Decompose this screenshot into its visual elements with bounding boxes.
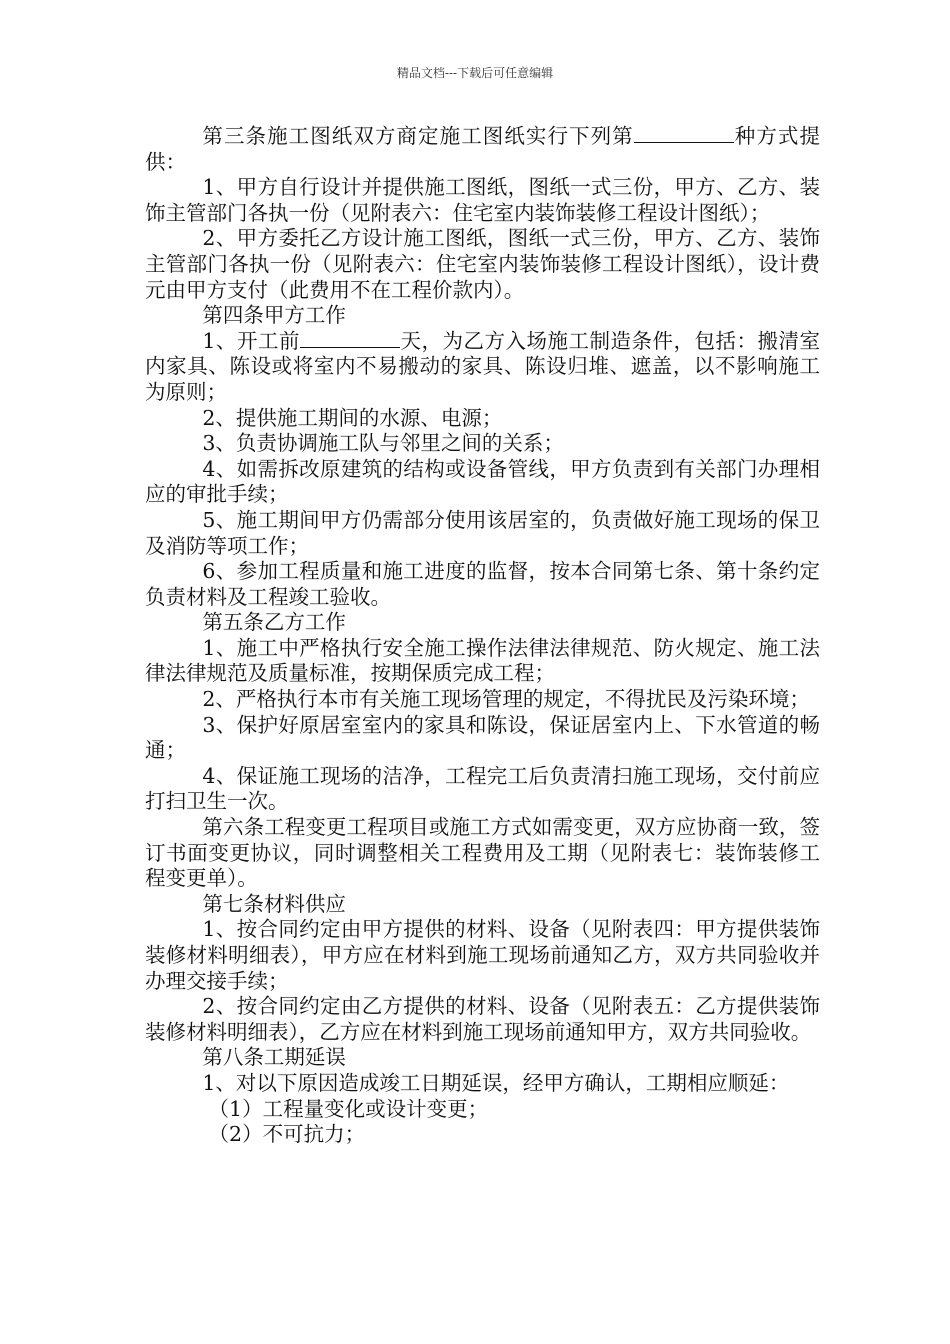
paragraph-text: 1、对以下原因造成竣工日期延误，经甲方确认，工期相应顺延： (202, 1070, 790, 1095)
paragraph (145, 892, 820, 918)
paragraph-text: 4、如需拆改原建筑的结构或设备管线，甲方负责到有关部门办理相应的审批手续； (145, 456, 820, 507)
paragraph (145, 1097, 820, 1123)
paragraph-text: （2）不可抗力； (208, 1122, 366, 1147)
paragraph-text: 第七条材料供应 (202, 891, 346, 916)
paragraph-text: 1、开工前 (202, 328, 300, 353)
paragraph-text: 第六条工程变更工程项目或施工方式如需变更，双方应协商一致，签订书面变更协议，同时调整相关工程费用及工期（见附表七：装饰装修工程变更单）。 (145, 815, 820, 891)
paragraph (145, 713, 820, 764)
paragraph (145, 303, 820, 329)
paragraph (145, 1045, 820, 1071)
paragraph (145, 1122, 820, 1148)
paragraph-text: 2、提供施工期间的水源、电源； (202, 405, 503, 430)
paragraph (145, 559, 820, 610)
paragraph-text: 3、负责协调施工队与邻里之间的关系； (202, 431, 564, 456)
paragraph-text: 第五条乙方工作 (202, 610, 346, 635)
paragraph (145, 124, 820, 175)
paragraph (145, 457, 820, 508)
paragraph-text: 2、严格执行本市有关施工现场管理的规定，不得扰民及污染环境； (202, 687, 810, 712)
fill-in-blank (300, 329, 400, 348)
paragraph (145, 329, 820, 406)
paragraph (145, 815, 820, 892)
paragraph (145, 406, 820, 432)
paragraph (145, 1071, 820, 1097)
paragraph (145, 917, 820, 994)
page-header: 精品文档---下载后可任意编辑 (396, 66, 554, 80)
paragraph (145, 431, 820, 457)
paragraph (145, 764, 820, 815)
paragraph-text: 种方式提供： (145, 124, 821, 174)
paragraph (145, 687, 820, 713)
paragraph (145, 994, 820, 1045)
paragraph-text: 3、保护好原居室室内的家具和陈设，保证居室内上、下水管道的畅通； (145, 712, 820, 763)
paragraph-text: 5、施工期间甲方仍需部分使用该居室的，负责做好施工现场的保卫及消防等项工作； (145, 507, 820, 558)
paragraph-text: 第三条施工图纸双方商定施工图纸实行下列第 (202, 124, 634, 148)
paragraph-text: 2、按合同约定由乙方提供的材料、设备（见附表五：乙方提供装饰装修材料明细表），乙方应在材料到施工现场前通知甲方，双方共同验收。 (145, 994, 820, 1044)
document-body (145, 124, 820, 1148)
paragraph-text: 第八条工期延误 (202, 1045, 346, 1070)
paragraph-text: 2、甲方委托乙方设计施工图纸，图纸一式三份，甲方、乙方、装饰主管部门各执一份（见附表六：住宅室内装饰装修工程设计图纸），设计费元由甲方支付（此费用不在工程价款内）。 (145, 226, 820, 302)
paragraph-text: 1、施工中严格执行安全施工操作法律法律规范、防火规定、施工法律法律规范及质量标准，按期保质完成工程； (145, 635, 820, 686)
paragraph-text: 6、参加工程质量和施工进度的监督，按本合同第七条、第十条约定负责材料及工程竣工验收。 (145, 559, 820, 609)
paragraph-text: 1、甲方自行设计并提供施工图纸，图纸一式三份，甲方、乙方、装饰主管部门各执一份（见附表六：住宅室内装饰装修工程设计图纸）； (145, 175, 820, 225)
paragraph (145, 226, 820, 303)
paragraph-text: 第四条甲方工作 (202, 303, 346, 328)
fill-in-blank (634, 124, 734, 143)
paragraph (145, 610, 820, 636)
paragraph-text: 4、保证施工现场的洁净，工程完工后负责清扫施工现场，交付前应打扫卫生一次。 (145, 763, 820, 814)
paragraph-text: 1、按合同约定由甲方提供的材料、设备（见附表四：甲方提供装饰装修材料明细表），甲方应在材料到施工现场前通知乙方，双方共同验收并办理交接手续； (145, 917, 820, 993)
paragraph-text: （1）工程量变化或设计变更； (208, 1096, 489, 1121)
paragraph (145, 636, 820, 687)
paragraph (145, 508, 820, 559)
paragraph-text: 天，为乙方入场施工制造条件，包括：搬清室内家具、陈设或将室内不易搬动的家具、陈设归堆、遮盖，以不影响施工为原则； (145, 328, 821, 404)
paragraph (145, 175, 820, 226)
